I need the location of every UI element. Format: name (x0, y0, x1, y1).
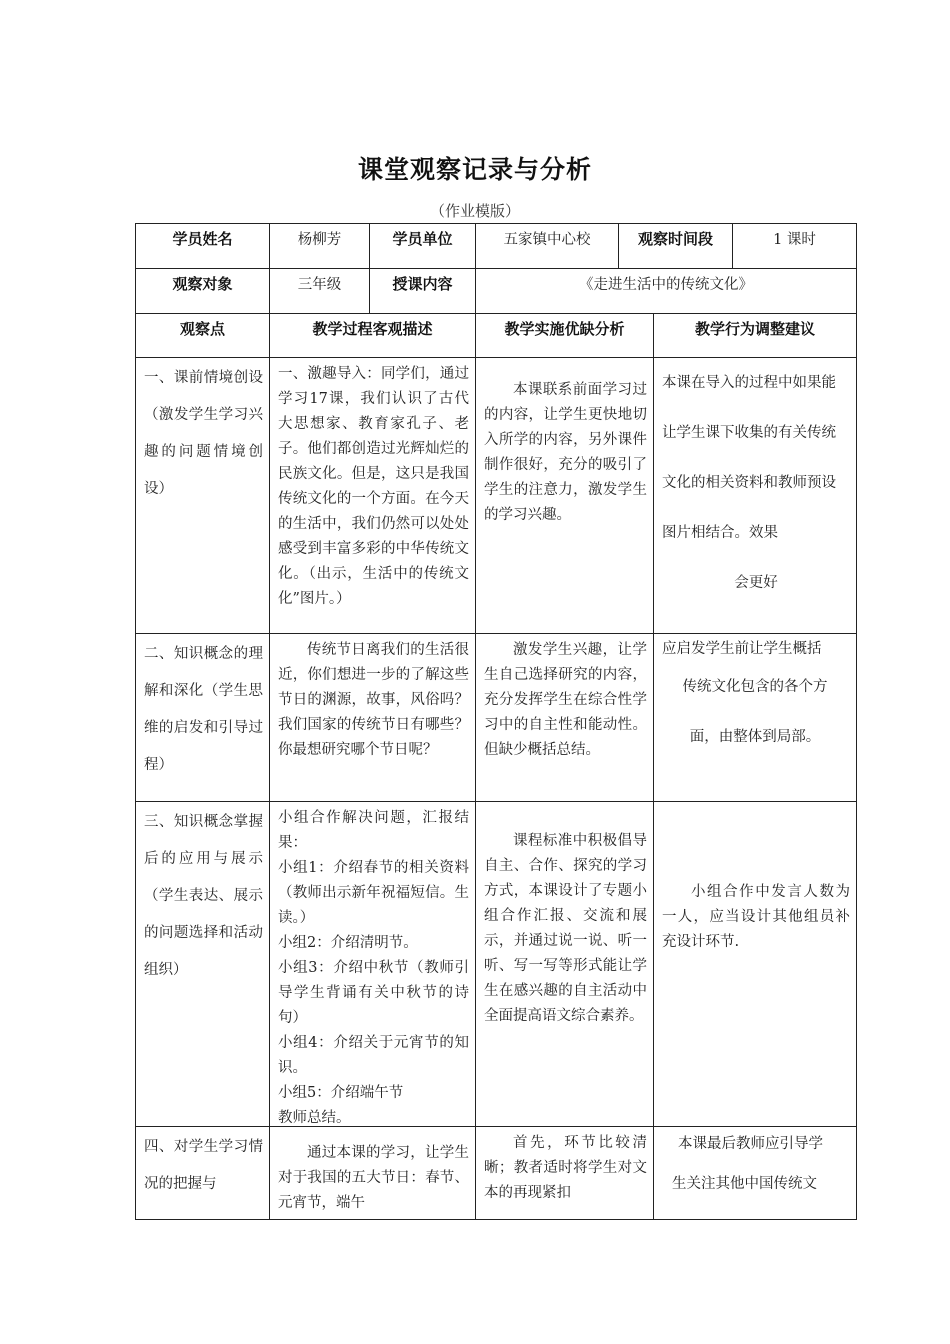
process-description: 传统节日离我们的生活很近，你们想进一步的了解这些节日的渊源，故事，风俗吗？我们国家的传统节日有哪些？你最想研究哪个节日呢？ (269, 633, 475, 801)
observation-point: 二、知识概念的理解和深化（学生思维的启发和引导过程） (135, 633, 269, 801)
table-row (135, 357, 857, 633)
analysis-text: 本课联系前面学习过的内容，让学生更快地切入所学的内容，另外课件制作很好，充分的吸引了学生的注意力，激发学生的学习兴趣。 (475, 357, 653, 633)
advice-text: 本课在导入的过程中如果能让学生课下收集的有关传统文化的相关资料和教师预设图片相结合。效果 (662, 375, 836, 541)
advice-cell (653, 633, 857, 801)
col-analysis-header: 教学实施优缺分析 (475, 313, 653, 357)
col-advice-header: 教学行为调整建议 (653, 313, 857, 357)
advice-text-tail: 会更好 (734, 575, 778, 591)
table-bottom-border (135, 1219, 857, 1220)
object-value: 三年级 (269, 268, 369, 313)
time-value: 1 课时 (732, 223, 857, 268)
unit-value: 五家镇中心校 (475, 223, 618, 268)
col-point-header: 观察点 (135, 313, 269, 357)
table-row (135, 1126, 857, 1219)
info-row-1 (135, 223, 857, 268)
advice-cell (653, 1126, 857, 1219)
observation-point: 四、对学生学习情况的把握与 (135, 1126, 269, 1219)
content-value: 《走进生活中的传统文化》 (475, 268, 857, 313)
time-label: 观察时间段 (618, 223, 732, 268)
col-process-header: 教学过程客观描述 (269, 313, 475, 357)
advice-text: 小组合作中发言人数为一人，应当设计其他组员补充设计环节. (653, 801, 857, 1126)
student-name-label: 学员姓名 (135, 223, 269, 268)
object-label: 观察对象 (135, 268, 269, 313)
advice-text: 应启发学生前让学生概括 (662, 641, 822, 657)
analysis-text: 激发学生兴趣，让学生自己选择研究的内容，充分发挥学生在综合性学习中的自主性和能动性。但缺少概括总结。 (475, 633, 653, 801)
process-description: 小组合作解决问题，汇报结果： 小组1：介绍春节的相关资料（教师出示新年祝福短信。生读。） 小组2：介绍清明节。 小组3：介绍中秋节（教师引导学生背诵有关中秋节的诗句） 小组4：介绍关于元宵节的知识。 小组5：介绍端午节 教师总结。 (269, 801, 475, 1126)
observation-point: 三、知识概念掌握后的应用与展示（学生表达、展示的问题选择和活动组织） (135, 801, 269, 1126)
advice-text: 本课最后教师应引导学 (678, 1136, 823, 1152)
advice-cell (653, 357, 857, 633)
content-label: 授课内容 (369, 268, 475, 313)
observation-point: 一、课前情境创设（激发学生学习兴趣的问题情境创设） (135, 357, 269, 633)
table-row (135, 633, 857, 801)
process-description: 一、激趣导入：同学们，通过学习17课，我们认识了古代大思想家、教育家孔子、老子。他们都创造过光辉灿烂的民族文化。但是，这只是我国传统文化的一个方面。在今天的生活中，我们仍然可以处处感受到丰富多彩的中华传统文化。（出示，生活中的传统文化”图片。） (269, 357, 475, 633)
page-title: 课堂观察记录与分析 (357, 155, 592, 184)
analysis-text: 首先，环节比较清晰；教者适时将学生对文本的再现紧扣 (475, 1126, 653, 1219)
unit-label: 学员单位 (369, 223, 475, 268)
table-row (135, 801, 857, 1126)
info-row-2 (135, 268, 857, 313)
student-name-value: 杨柳芳 (269, 223, 369, 268)
analysis-text: 课程标准中积极倡导自主、合作、探究的学习方式，本课设计了专题小组合作汇报、交流和展示，并通过说一说、听一听、写一写等形式能让学生在感兴趣的自主活动中全面提高语文综合素养。 (475, 801, 653, 1126)
page-subtitle: （作业模版） (429, 202, 520, 220)
process-description: 通过本课的学习，让学生对于我国的五大节日：春节、元宵节，端午 (269, 1126, 475, 1219)
advice-text-tail: 传统文化包含的各个方面，由整体到局部。 (682, 679, 828, 745)
advice-text-tail: 生关注其他中国传统文 (672, 1176, 817, 1192)
column-header-row (135, 313, 857, 357)
